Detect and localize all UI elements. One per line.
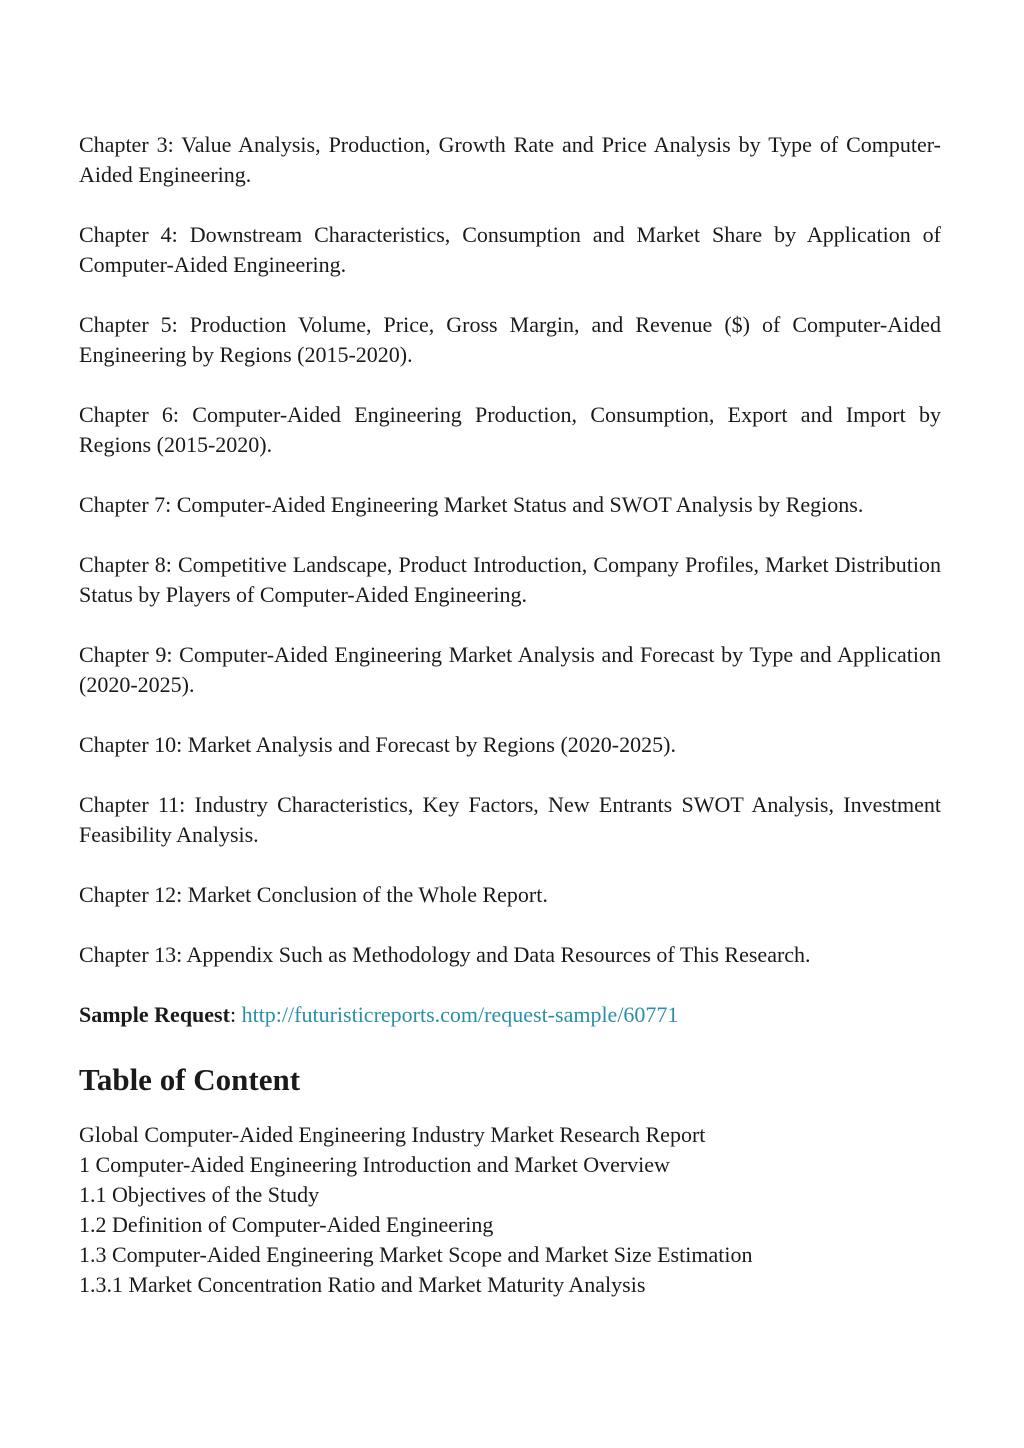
chapter-paragraph: Chapter 6: Computer-Aided Engineering Production, Consumption, Export and Import by Regions (2015-2020). <box>79 402 941 457</box>
toc-item: Global Computer-Aided Engineering Industry Market Research Report <box>79 1122 706 1147</box>
chapter-paragraph: Chapter 3: Value Analysis, Production, Growth Rate and Price Analysis by Type of Computer-Aided Engineering. <box>79 132 941 187</box>
chapter-paragraph: Chapter 4: Downstream Characteristics, Consumption and Market Share by Application of Computer-Aided Engineering. <box>79 222 941 277</box>
toc-list <box>79 1120 941 1300</box>
toc-item: 1.2 Definition of Computer-Aided Engineering <box>79 1212 494 1237</box>
sample-request-line <box>79 1000 941 1030</box>
toc-item: 1.1 Objectives of the Study <box>79 1182 320 1207</box>
toc-heading: Table of Content <box>79 1062 301 1097</box>
document-page <box>79 130 941 1300</box>
chapter-paragraph: Chapter 12: Market Conclusion of the Whole Report. <box>79 882 548 907</box>
chapter-paragraph: Chapter 10: Market Analysis and Forecast by Regions (2020-2025). <box>79 732 676 757</box>
chapter-paragraph: Chapter 11: Industry Characteristics, Key Factors, New Entrants SWOT Analysis, Investment Feasibility Analysis. <box>79 792 941 847</box>
sample-request-link[interactable]: http://futuristicreports.com/request-sample/60771 <box>241 1002 679 1027</box>
toc-item: 1 Computer-Aided Engineering Introduction and Market Overview <box>79 1152 670 1177</box>
sample-request-separator: : <box>229 1002 237 1027</box>
toc-item: 1.3 Computer-Aided Engineering Market Scope and Market Size Estimation <box>79 1242 753 1267</box>
toc-item: 1.3.1 Market Concentration Ratio and Market Maturity Analysis <box>79 1272 646 1297</box>
chapter-paragraph: Chapter 13: Appendix Such as Methodology and Data Resources of This Research. <box>79 942 811 967</box>
chapter-paragraph: Chapter 7: Computer-Aided Engineering Market Status and SWOT Analysis by Regions. <box>79 492 864 517</box>
chapter-paragraph: Chapter 5: Production Volume, Price, Gross Margin, and Revenue ($) of Computer-Aided Engineering by Regions (2015-2020). <box>79 312 941 367</box>
chapter-list <box>79 130 941 970</box>
sample-request-label: Sample Request <box>79 1002 230 1027</box>
chapter-paragraph: Chapter 9: Computer-Aided Engineering Market Analysis and Forecast by Type and Application (2020-2025). <box>79 642 941 697</box>
chapter-paragraph: Chapter 8: Competitive Landscape, Product Introduction, Company Profiles, Market Distribution Status by Players of Computer-Aided Engineering. <box>79 552 941 607</box>
